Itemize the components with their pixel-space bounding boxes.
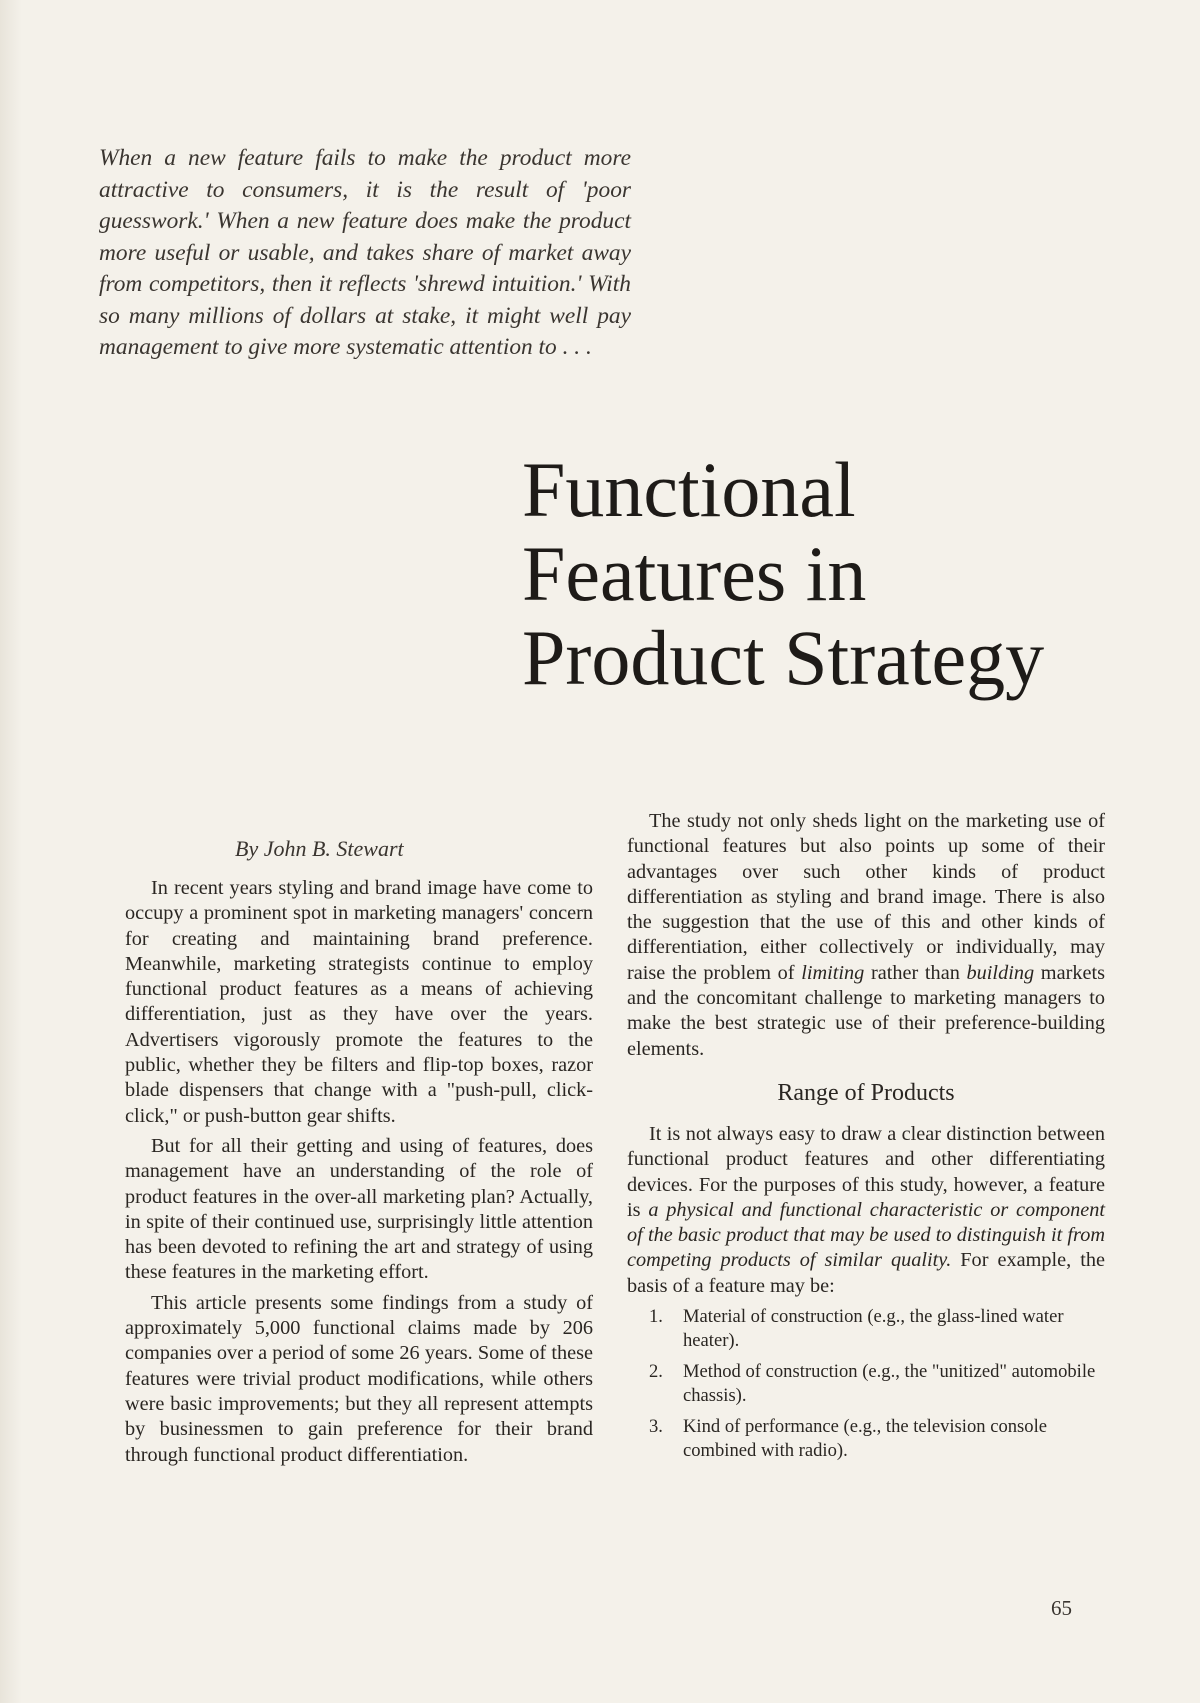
article-title bbox=[522, 448, 1162, 700]
intro-deck: When a new feature fails to make the product more attractive to consumers, it is the result of 'poor guesswork.' When a new feature does make the product more useful or usable, and takes share of market away from competitors, then it reflects 'shrewd intuition.' With so many millions of dollars at stake, it might well pay management to give more systematic attention to . . . bbox=[99, 145, 631, 360]
list-number: 2. bbox=[649, 1361, 663, 1383]
list-text: Method of construction (e.g., the "unitized" automobile chassis). bbox=[683, 1361, 1096, 1406]
title-line-3: Product Strategy bbox=[522, 614, 1045, 701]
feature-basis-list bbox=[627, 1305, 1105, 1462]
left-paragraph-3: This article presents some findings from a study of approximately 5,000 functional claims made by 206 companies over a period of some 26 years. Some of these features were trivial product modifications, while others were basic improvements; but they all represent attempts by businessmen to gain preference for their brand through functional product differentiation. bbox=[125, 1291, 593, 1466]
title-line-1: Functional bbox=[522, 446, 856, 533]
list-text: Kind of performance (e.g., the television console combined with radio). bbox=[683, 1416, 1048, 1461]
right-paragraph-2 bbox=[627, 1122, 1105, 1299]
list-text: Material of construction (e.g., the glass-lined water heater). bbox=[683, 1306, 1064, 1351]
right-paragraph-1 bbox=[627, 809, 1105, 1062]
right-p1-text-a: The study not only sheds light on the marketing use of functional features but also points up some of their advantages over such other kinds of product differentiation as styling and brand image. There is also the suggestion that the use of this and other kinds of differentiation, either collectively or individually, may raise the problem of bbox=[627, 810, 1105, 984]
right-column bbox=[627, 809, 1105, 1470]
left-paragraph-2: But for all their getting and using of features, does management have an understanding of the role of product features in the over-all marketing plan? Actually, in spite of their continued use, surprisingly little attention has been devoted to refining the art and strategy of using these features in the marketing effort. bbox=[125, 1134, 593, 1284]
title-line-2: Features in bbox=[522, 530, 867, 617]
emphasis-building: building bbox=[966, 961, 1035, 984]
right-p2-text-a: It is not always easy to draw a clear distinction between functional product features and other differentiating devices. For the purposes of this study, however, a feature is bbox=[627, 1122, 1105, 1221]
right-p2-text-b: For example, the basis of a feature may be: bbox=[627, 1249, 1105, 1297]
page-number: 65 bbox=[1051, 1596, 1072, 1620]
list-number: 1. bbox=[649, 1306, 663, 1328]
scan-edge bbox=[0, 0, 22, 1703]
emphasis-limiting: limiting bbox=[801, 961, 865, 984]
right-p1-text-c: markets and the concomitant challenge to marketing managers to make the best strategic use of their preference-building elements. bbox=[627, 961, 1105, 1060]
list-item bbox=[627, 1360, 1105, 1407]
list-item bbox=[627, 1415, 1105, 1462]
right-p1-text-b: rather than bbox=[864, 961, 967, 984]
left-paragraph-1: In recent years styling and brand image have come to occupy a prominent spot in marketing managers' concern for creating and maintaining brand preference. Meanwhile, marketing strategists continue to employ functional product features as a means of achieving differentiation, just as they have over the years. Advertisers vigorously promote the features to the public, whether they be filters and flip-top boxes, razor blade dispensers that change with a "push-pull, click-click," or push-button gear shifts. bbox=[125, 877, 593, 1127]
feature-definition: a physical and functional characteristic or component of the basic product that may be used to distinguish it from competing products of similar quality. bbox=[627, 1198, 1106, 1272]
list-item bbox=[627, 1305, 1105, 1352]
left-column bbox=[125, 876, 593, 1468]
list-number: 3. bbox=[649, 1416, 663, 1438]
byline: By John B. Stewart bbox=[235, 836, 404, 861]
section-heading: Range of Products bbox=[777, 1079, 955, 1106]
